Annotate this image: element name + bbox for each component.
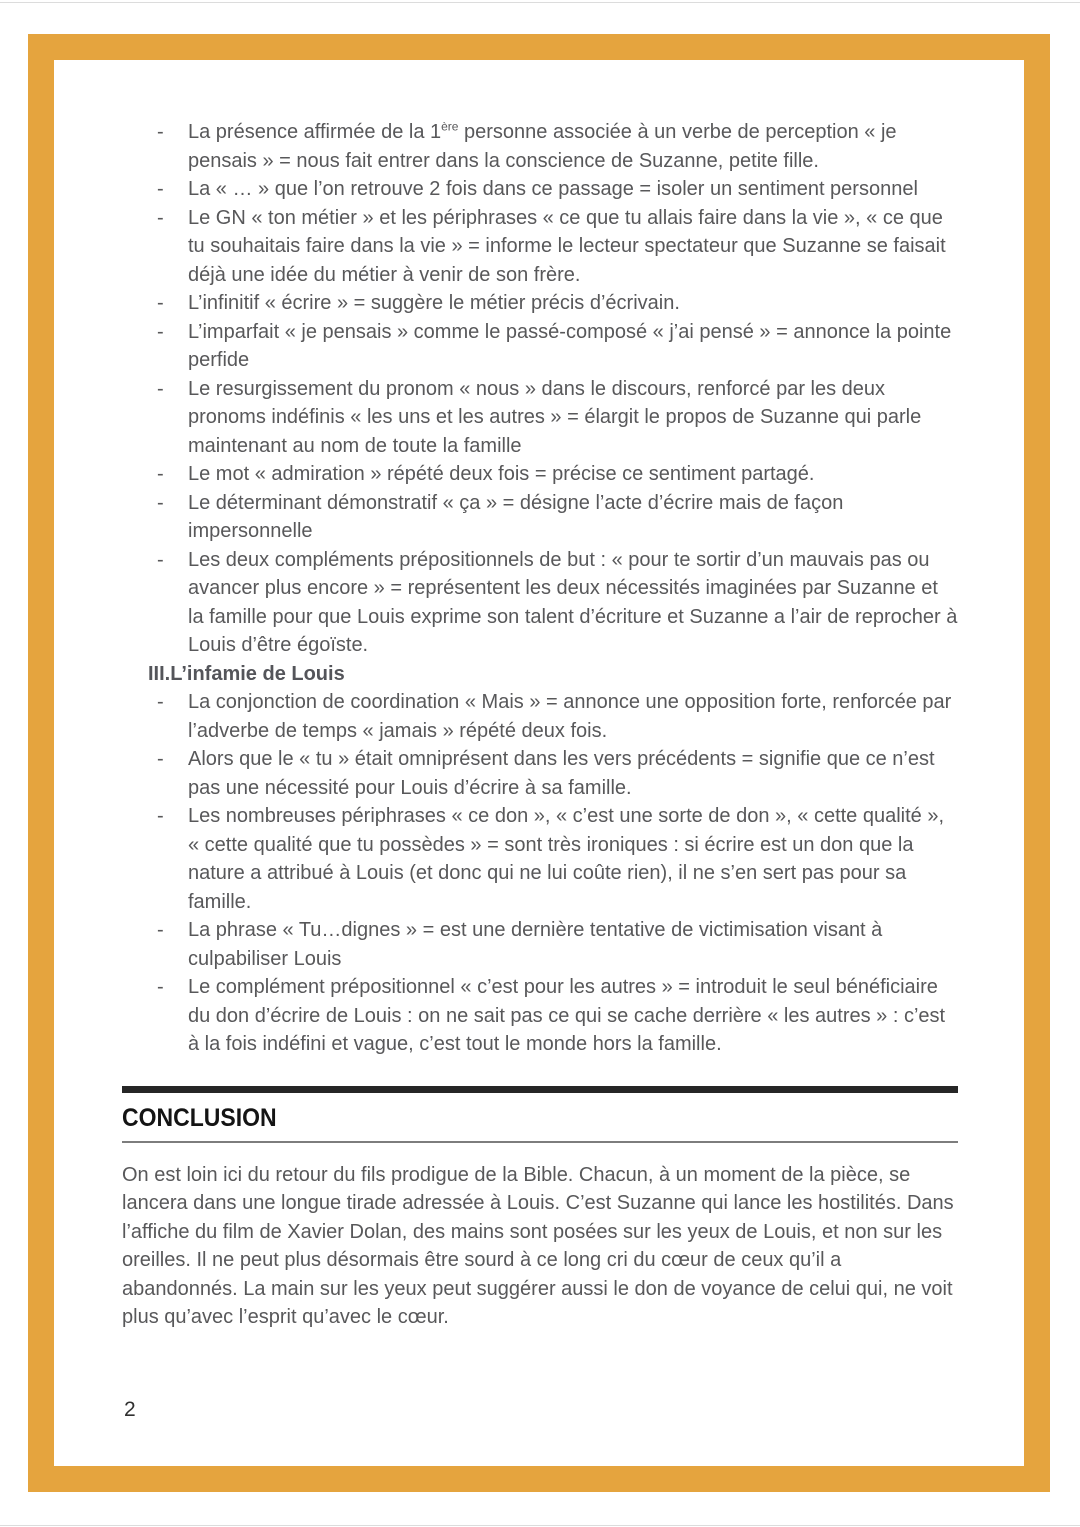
bullet-dash: - [157,320,164,343]
page-number: 2 [124,1398,136,1421]
bullet-dash: - [157,691,164,713]
text-segment: La présence affirmée de la 1 [188,121,442,143]
list-item [122,460,958,489]
list-item-text: Les nombreuses périphrases « ce don », « c’est une sorte de don », « cette qualité », « cette qualité que tu possèdes » = sont très ironiques : si écrire est un don que la nature a attribué à Louis (et donc qui ne lui coûte rien), il ne s’en sert pas pour sa famille. [188,805,945,913]
page-content [54,60,1024,1332]
bullet-dash: - [157,491,164,514]
list-item-text: Le resurgissement du pronom « nous » dans le discours, renforcé par les deux pronoms indéfinis « les uns et les autres » = élargit le propos de Suzanne qui parle maintenant au nom de toute la famille [188,377,922,457]
list-item-text: Le déterminant démonstratif « ça » = désigne l’acte d’écrire mais de façon impersonnelle [188,491,844,542]
bottom-divider [0,1525,1080,1526]
list-item [122,318,958,375]
bullet-dash: - [157,748,164,770]
list-item-text: Le mot « admiration » répété deux fois = précise ce sentiment partagé. [188,463,815,485]
top-divider [0,2,1080,3]
list-item [122,375,958,461]
bullet-dash: - [157,919,164,941]
bullet-dash: - [157,463,164,485]
superscript-ordinal: ère [441,119,459,134]
list-item [122,175,958,204]
bullet-dash: - [157,377,164,400]
list-item [122,916,958,973]
page-frame [28,34,1050,1492]
list-item-text: L’infinitif « écrire » = suggère le métier précis d’écrivain. [188,292,680,314]
bullet-dash: - [157,178,164,200]
list-item [122,546,958,660]
list-item-text: Les deux compléments prépositionnels de but : « pour te sortir d’un mauvais pas ou avancer plus encore » = représentent les deux nécessités imaginées par Suzanne et la famille pour que Louis exprime son talent d’écriture et Suzanne a l’air de reprocher à Louis d’être égoïste. [188,548,958,656]
list-item-text: Alors que le « tu » était omniprésent dans les vers précédents = signifie que ce n’est pas une nécessité pour Louis d’écrire à sa famille. [188,748,935,799]
bullet-dash: - [157,292,164,314]
list-item [122,688,958,745]
analysis-list-part1 [122,118,958,660]
list-item [122,745,958,802]
list-item-text: Le GN « ton métier » et les périphrases « ce que tu allais faire dans la vie », « ce que tu souhaitais faire dans la vie » = informe le lecteur spectateur que Suzanne se faisait déjà une idée du métier à venir de son frère. [188,206,946,286]
list-item [122,973,958,1059]
analysis-list-part2 [122,688,958,1059]
list-item [122,118,958,175]
conclusion-heading: CONCLUSION [122,1103,277,1132]
list-item-text: La conjonction de coordination « Mais » = annonce une opposition forte, renforcée par l’adverbe de temps « jamais » répété deux fois. [188,691,952,742]
bullet-dash: - [157,976,164,998]
text-segment: personne associée à un verbe de perception « je pensais » = nous fait entrer dans la conscience de Suzanne, petite fille. [188,121,897,172]
bullet-dash: - [157,206,164,229]
list-item [122,289,958,318]
list-item-text [188,118,958,175]
bullet-dash: - [157,805,164,827]
list-item-text: Le complément prépositionnel « c’est pour les autres » = introduit le seul bénéficiaire du don d’écrire de Louis : on ne sait pas ce qui se cache derrière « les autres » : c’est à la fois indéfini et vague, c’est tout le monde hors la famille. [188,976,946,1055]
thin-rule [122,1141,958,1143]
conclusion-paragraph: On est loin ici du retour du fils prodigue de la Bible. Chacun, à un moment de la pièce, se lancera dans une longue tirade adressée à Louis. C’est Suzanne qui lance les hostilités. Dans l’affiche du film de Xavier Dolan, des mains sont posées sur les yeux de Louis, et non sur les oreilles. Il ne peut plus désormais être sourd à ce long cri du cœur de ceux qu’il a abandonnés. La main sur les yeux peut suggérer aussi le don de voyance de celui qui, ne voit plus qu’avec l’esprit qu’avec le cœur. [122,1163,954,1328]
bullet-dash: - [157,548,164,571]
list-item-text: La « … » que l’on retrouve 2 fois dans ce passage = isoler un sentiment personnel [188,178,918,200]
list-item-text: La phrase « Tu…dignes » = est une dernière tentative de victimisation visant à culpabiliser Louis [188,919,883,970]
list-item [122,489,958,546]
bullet-dash: - [157,121,164,143]
list-item-text: L’imparfait « je pensais » comme le passé-composé « j’ai pensé » = annonce la pointe perfide [188,320,952,371]
list-item [122,204,958,290]
section-heading-infamie: III.L’infamie de Louis [148,662,345,685]
list-item [122,802,958,916]
thick-rule [122,1086,958,1093]
conclusion-section [122,1086,958,1332]
